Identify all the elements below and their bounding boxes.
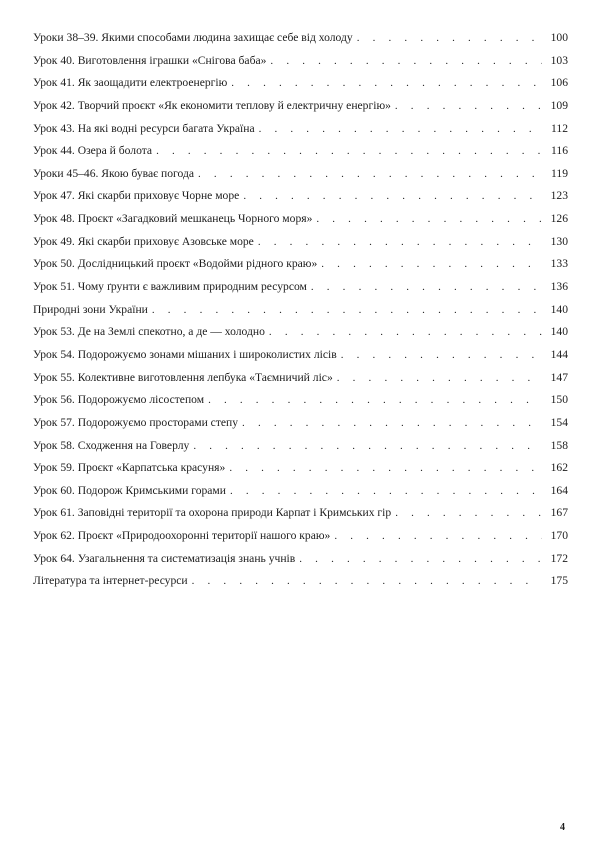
toc-entry-page: 164 (550, 483, 568, 497)
dot-leader (270, 50, 542, 73)
dot-leader (198, 163, 542, 186)
toc-entry-title: Урок 57. Подорожуємо просторами степу (33, 415, 239, 429)
toc-entry-title: Природні зони України (33, 302, 148, 316)
dot-leader (334, 525, 542, 548)
toc-entry-title: Урок 41. Як заощадити електроенергію (33, 76, 228, 90)
toc-entry (33, 412, 568, 435)
dot-leader (152, 299, 542, 322)
toc-entry-page: 106 (550, 76, 568, 90)
toc-entry-page: 147 (550, 370, 568, 384)
table-of-contents (33, 27, 568, 593)
dot-leader (395, 95, 542, 118)
toc-entry-page: 109 (550, 98, 568, 112)
page-number: 4 (560, 822, 565, 833)
toc-entry (33, 231, 568, 254)
toc-entry (33, 525, 568, 548)
toc-entry (33, 435, 568, 458)
toc-entry (33, 208, 568, 231)
toc-entry-title: Урок 49. Які скарби приховує Азовське море (33, 234, 254, 248)
toc-entry-title: Урок 43. На які водні ресурси багата Україна (33, 121, 255, 135)
toc-entry-page: 100 (550, 31, 568, 44)
dot-leader (269, 321, 542, 344)
toc-entry-page: 150 (550, 393, 568, 407)
toc-entry (33, 163, 568, 186)
dot-leader (259, 118, 542, 141)
toc-entry-page: 144 (550, 347, 568, 361)
toc-entry-page: 136 (550, 280, 568, 294)
dot-leader (258, 231, 542, 254)
toc-entry-title: Урок 55. Колективне виготовлення лепбука «Таємничий ліс» (33, 370, 333, 384)
toc-entry-title: Урок 58. Сходження на Говерлу (33, 438, 190, 452)
toc-entry-title: Урок 42. Творчий проєкт «Як економити теплову й електричну енергію» (33, 98, 391, 112)
toc-entry (33, 344, 568, 367)
toc-entry-title: Урок 48. Проєкт «Загадковий мешканець Чорного моря» (33, 212, 313, 226)
dot-leader (156, 140, 542, 163)
dot-leader (299, 548, 542, 571)
dot-leader (192, 570, 542, 593)
toc-entry-page: 116 (551, 144, 568, 158)
toc-entry (33, 95, 568, 118)
toc-entry-title: Урок 59. Проєкт «Карпатська красуня» (33, 461, 226, 475)
dot-leader (321, 253, 542, 276)
dot-leader (242, 412, 542, 435)
toc-entry-title: Урок 60. Подорож Кримськими горами (33, 483, 226, 497)
toc-entry-page: 126 (550, 212, 568, 226)
toc-entry-page: 172 (550, 551, 568, 565)
toc-entry-page: 133 (550, 257, 568, 271)
toc-entry-title: Урок 54. Подорожуємо зонами мішаних і широколистих лісів (33, 347, 337, 361)
toc-entry (33, 27, 568, 50)
toc-entry (33, 253, 568, 276)
toc-entry-title: Урок 51. Чому ґрунти є важливим природним ресурсом (33, 280, 307, 294)
toc-entry (33, 570, 568, 593)
toc-entry-title: Уроки 38–39. Якими способами людина захищає себе від холоду (33, 31, 353, 44)
toc-entry-page: 170 (550, 529, 568, 543)
toc-entry-page: 154 (550, 415, 568, 429)
toc-entry-page: 140 (550, 302, 568, 316)
toc-entry-page: 119 (551, 166, 568, 180)
toc-entry-title: Урок 64. Узагальнення та систематизація знань учнів (33, 551, 296, 565)
toc-entry (33, 457, 568, 480)
dot-leader (337, 367, 542, 390)
toc-entry-page: 103 (550, 53, 568, 67)
dot-leader (229, 457, 542, 480)
toc-entry (33, 185, 568, 208)
toc-entry-page: 123 (550, 189, 568, 203)
toc-entry-page: 158 (550, 438, 568, 452)
toc-entry-page: 130 (550, 234, 568, 248)
dot-leader (208, 389, 542, 412)
toc-entry-title: Урок 62. Проєкт «Природоохоронні території нашого краю» (33, 529, 331, 543)
toc-entry (33, 118, 568, 141)
toc-entry (33, 140, 568, 163)
toc-entry (33, 299, 568, 322)
toc-entry (33, 480, 568, 503)
toc-entry (33, 321, 568, 344)
toc-entry-title: Урок 56. Подорожуємо лісостепом (33, 393, 205, 407)
dot-leader (243, 185, 542, 208)
toc-entry-title: Урок 61. Заповідні території та охорона природи Карпат і Кримських гір (33, 506, 392, 520)
toc-entry-title: Урок 50. Дослідницький проєкт «Водойми рідного краю» (33, 257, 318, 271)
toc-entry-title: Урок 40. Виготовлення іграшки «Снігова баба» (33, 53, 267, 67)
toc-entry (33, 276, 568, 299)
dot-leader (357, 27, 542, 50)
dot-leader (311, 276, 542, 299)
toc-entry-page: 167 (550, 506, 568, 520)
dot-leader (395, 502, 542, 525)
toc-entry-title: Урок 44. Озера й болота (33, 144, 153, 158)
toc-entry-page: 175 (550, 574, 568, 588)
dot-leader (341, 344, 542, 367)
toc-entry-title: Література та інтернет-ресурси (33, 574, 188, 588)
toc-entry-page: 162 (550, 461, 568, 475)
dot-leader (231, 72, 542, 95)
dot-leader (193, 435, 542, 458)
toc-entry (33, 72, 568, 95)
toc-entry-title: Урок 53. Де на Землі спекотно, а де — холодно (33, 325, 265, 339)
toc-entry-page: 112 (551, 121, 568, 135)
toc-entry (33, 367, 568, 390)
dot-leader (230, 480, 542, 503)
toc-entry (33, 548, 568, 571)
toc-entry-title: Урок 47. Які скарби приховує Чорне море (33, 189, 240, 203)
toc-entry (33, 502, 568, 525)
toc-entry (33, 50, 568, 73)
toc-entry-page: 140 (550, 325, 568, 339)
dot-leader (316, 208, 542, 231)
toc-entry-title: Уроки 45–46. Якою буває погода (33, 166, 195, 180)
toc-entry (33, 389, 568, 412)
